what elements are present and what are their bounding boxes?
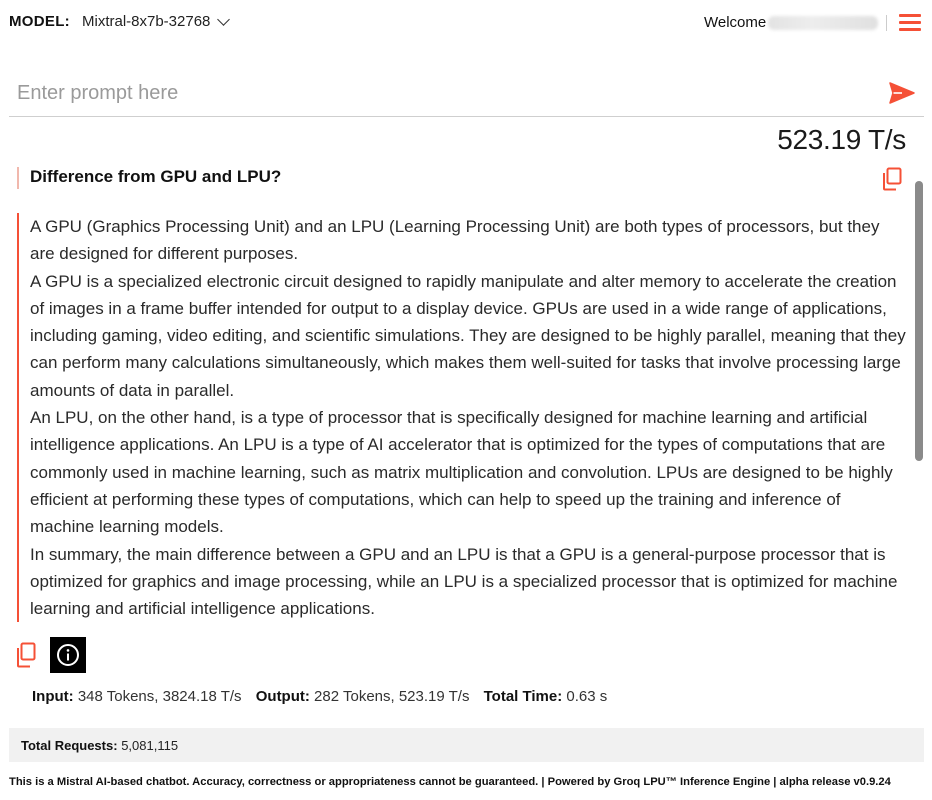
chevron-down-icon — [218, 13, 231, 26]
input-value: 348 Tokens, 3824.18 T/s — [77, 688, 242, 705]
total-requests — [21, 738, 178, 753]
top-bar — [0, 0, 932, 46]
assistant-answer — [17, 213, 907, 622]
token-stats — [32, 688, 607, 705]
tokens-per-second: 523.19 T/s — [777, 124, 906, 155]
input-label: Input: — [32, 688, 74, 705]
model-selector-value: Mixtral-8x7b-32768 — [82, 13, 211, 30]
answer-paragraph: In summary, the main difference between a GPU and an LPU is that a GPU is a general-purpose processor that is optimized for graphics and image processing, while an LPU is a specialized processor that is optimized for machine learning and artificial intelligence applications. — [30, 544, 898, 619]
answer-paragraph: An LPU, on the other hand, is a type of processor that is specifically designed for machine learning and artificial intelligence applications. An LPU is a type of AI accelerator that is optimized for the types of computations that are commonly used in machine learning, such as matrix multiplication and convolution. LPUs are designed to be highly efficient at performing these types of computations, which can help to speed up the training and inference of machine learning models. — [30, 408, 893, 537]
scrollbar-thumb[interactable] — [915, 181, 923, 461]
scrollbar[interactable] — [915, 175, 924, 705]
footer-disclaimer: This is a Mistral AI-based chatbot. Accuracy, correctness or appropriateness cannot be guaranteed. | Powered by Groq LPU™ Inference Engine | alpha release v0.9.24 — [9, 776, 891, 788]
prompt-bar — [9, 70, 924, 117]
copy-icon[interactable] — [881, 167, 903, 191]
divider — [886, 15, 887, 31]
blurred-username — [768, 16, 878, 30]
total-time-label: Total Time: — [483, 688, 563, 705]
total-time-value: 0.63 s — [566, 688, 608, 705]
conversation-panel — [9, 155, 924, 713]
answer-paragraph: A GPU is a specialized electronic circuit designed to rapidly manipulate and alter memory to accelerate the creation of images in a frame buffer intended for output to a display device. GPUs are used in a wide range of applications, including gaming, video editing, and scientific simulations. They are designed to be highly parallel, meaning that they can perform many calculations simultaneously, which makes them well-suited for tasks that involve processing large amounts of data in parallel. — [30, 271, 906, 400]
info-icon — [56, 643, 80, 667]
total-requests-label: Total Requests: — [21, 738, 118, 753]
copy-icon[interactable] — [15, 642, 37, 668]
model-selector[interactable] — [82, 13, 228, 30]
answer-actions — [15, 637, 86, 673]
hamburger-menu-icon[interactable] — [899, 14, 921, 32]
output-label: Output: — [255, 688, 310, 705]
total-requests-value: 5,081,115 — [121, 738, 179, 753]
send-icon[interactable] — [889, 82, 915, 104]
info-button[interactable] — [50, 637, 86, 673]
total-requests-bar — [9, 728, 924, 762]
welcome-text: Welcome — [704, 14, 767, 31]
user-question: Difference from GPU and LPU? — [17, 167, 281, 189]
model-label: MODEL: — [9, 13, 70, 30]
answer-paragraph: A GPU (Graphics Processing Unit) and an LPU (Learning Processing Unit) are both types of processors, but they are designed for different purposes. — [30, 217, 880, 264]
prompt-input[interactable] — [17, 78, 867, 108]
output-value: 282 Tokens, 523.19 T/s — [314, 688, 470, 705]
welcome-user — [704, 14, 887, 31]
